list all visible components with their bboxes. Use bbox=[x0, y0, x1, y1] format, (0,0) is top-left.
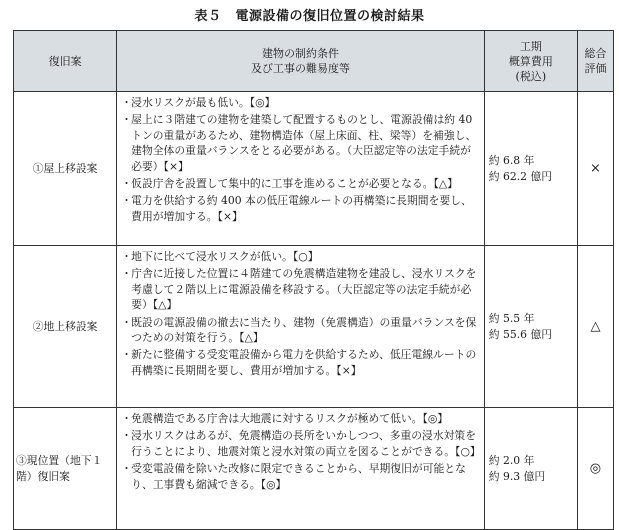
condition-item: ・ 新たに整備する受変電設備から電力を供給するため、低圧電線ルートの再構築に長期間を要し、費用が増加する。【×】 bbox=[121, 348, 477, 377]
header-plan: 復旧案 bbox=[14, 31, 117, 92]
header-row bbox=[14, 31, 614, 92]
conditions-cell bbox=[117, 408, 485, 530]
table-row bbox=[14, 92, 614, 246]
table-caption: 電源設備の復旧位置の検討結果 bbox=[235, 9, 425, 24]
conditions-cell bbox=[117, 92, 485, 246]
cost-cell: 約 2.0 年 約 9.3 億円 bbox=[484, 408, 577, 530]
header-conditions: 建物の制約条件 及び工事の難易度等 bbox=[117, 31, 485, 92]
condition-item: ・ 免震構造である庁舎は大地震に対するリスクが極めて低い。【◎】 bbox=[121, 412, 449, 425]
condition-item: ・ 地下に比べて浸水リスクが低い。【○】 bbox=[121, 250, 319, 263]
cost-cell: 約 6.8 年 約 62.2 億円 bbox=[484, 92, 577, 246]
conditions-cell bbox=[117, 246, 485, 408]
condition-item: ・ 屋上に３階建ての建物を建築して配置するものとし、電源設備は約 40 トンの重量があるため、建物構造体（屋上床面、柱、梁等）を補強し、建物全体の重量バランスをとる必要がある。（大臣認定等の法定手続が必要）【×】 bbox=[121, 113, 477, 173]
plan-cell: ③現位置（地下１階）復旧案 bbox=[14, 408, 117, 530]
condition-item: ・ 受変電設備を除いた改修に限定できることから、早期復旧が可能となり、工事費も縮減できる。【◎】 bbox=[121, 462, 466, 491]
condition-item: ・ 庁舎に近接した位置に４階建ての免震構造建物を建設し、浸水リスクを考慮して２階以上に電源設備を移設する。（大臣認定等の法定手続が必要）【△】 bbox=[121, 267, 477, 312]
table-row bbox=[14, 408, 614, 530]
condition-item: ・ 浸水リスクはあるが、免震構造の長所をいかしつつ、多重の浸水対策を行うことにより、地震対策と浸水対策の両立を図ることができる。【○】 bbox=[121, 429, 481, 458]
condition-item: ・ 仮設庁舎を設置して集中的に工事を進めることが必要となる。【△】 bbox=[121, 177, 458, 191]
evaluation-cell: × bbox=[577, 92, 613, 246]
evaluation-table bbox=[13, 30, 614, 530]
table-title bbox=[0, 5, 619, 24]
condition-item: ・ 浸水リスクが最も低い。【◎】 bbox=[121, 96, 276, 109]
evaluation-cell: ◎ bbox=[577, 408, 613, 530]
header-cost: 工期 概算費用 (税込) bbox=[484, 31, 577, 92]
plan-cell: ②地上移設案 bbox=[14, 246, 117, 408]
condition-item: ・ 既設の電源設備の撤去に当たり、建物（免震構造）の重量バランスを保つための対策を行う。【△】 bbox=[121, 315, 477, 345]
condition-item: ・ 電力を供給する約 400 本の低圧電線ルートの再構築に長期間を要し、費用が増加する。【×】 bbox=[121, 194, 472, 223]
table-row bbox=[14, 246, 614, 408]
table-number: 表５ bbox=[194, 9, 222, 24]
cost-cell: 約 5.5 年 約 55.6 億円 bbox=[484, 246, 577, 408]
plan-cell: ①屋上移設案 bbox=[14, 92, 117, 246]
evaluation-cell: △ bbox=[577, 246, 613, 408]
header-evaluation: 総合 評価 bbox=[577, 31, 613, 92]
